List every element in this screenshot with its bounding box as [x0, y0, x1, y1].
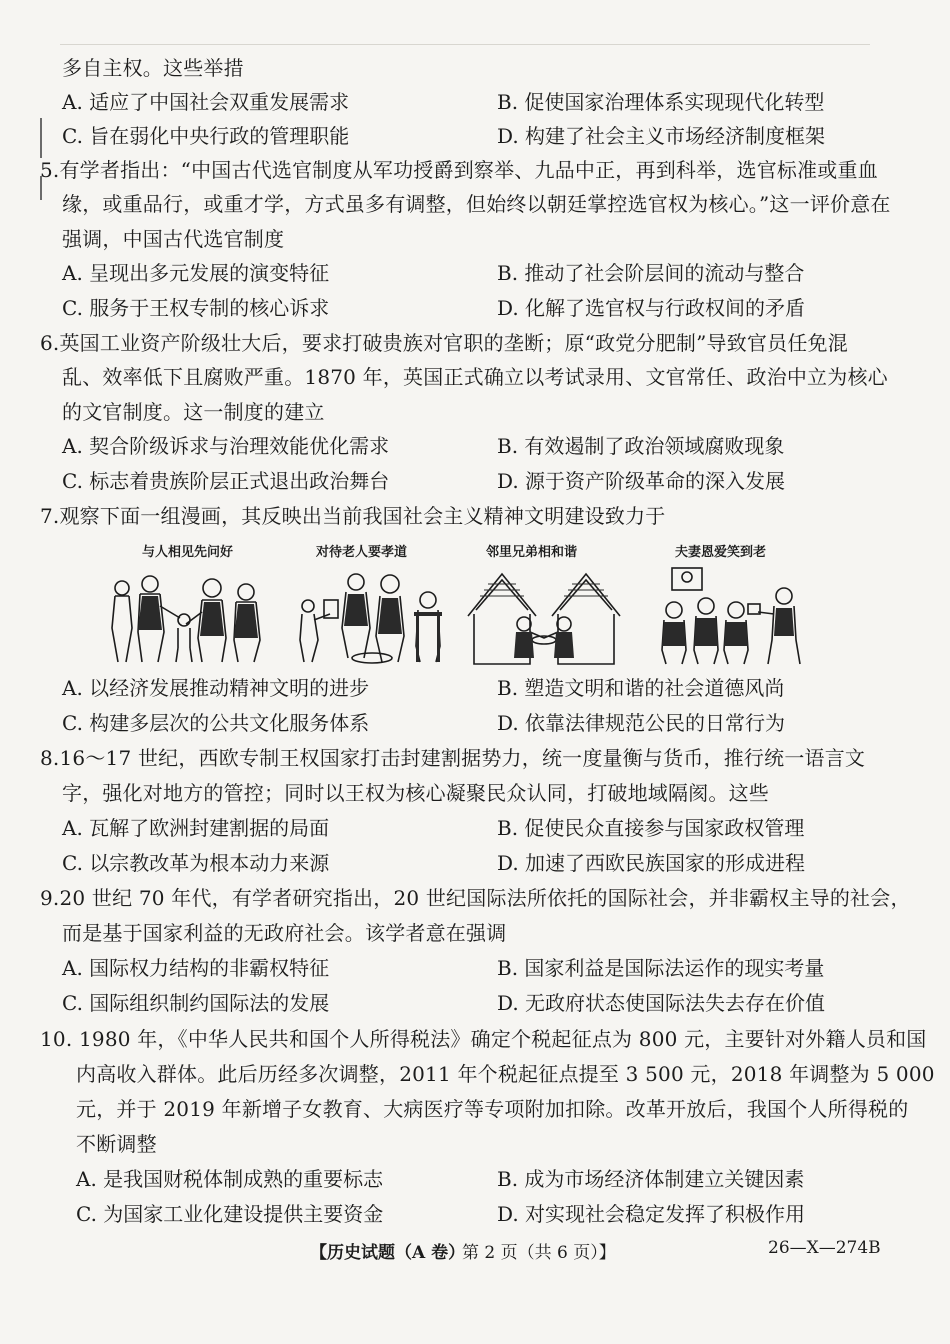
- q6-option-a[interactable]: A. 契合阶级诉求与治理效能优化需求: [62, 434, 390, 458]
- q5-stem-line-1: 5.有学者指出：“中国古代选官制度从军功授爵到察举、九品中正，再到科举，选官标准或重血: [40, 158, 878, 182]
- q10-option-d[interactable]: D. 对实现社会稳定发挥了积极作用: [497, 1202, 806, 1226]
- q9-stem-line-1: 9.20 世纪 70 年代，有学者研究指出，20 世纪国际法所依托的国际社会，并非霸权主导的社会，: [40, 886, 911, 910]
- q8-option-d[interactable]: D. 加速了西欧民族国家的形成进程: [497, 851, 806, 875]
- q5-option-c[interactable]: C. 服务于王权专制的核心诉求: [62, 296, 330, 320]
- q9-option-a[interactable]: A. 国际权力结构的非霸权特征: [62, 956, 330, 980]
- q10-stem-line-2: 内高收入群体。此后历经多次调整，2011 年个税起征点提至 3 500 元，2018 年调整为 5 000: [76, 1062, 935, 1086]
- cartoon-caption-1: 与人相见先问好: [142, 545, 234, 560]
- cartoon-caption-3: 邻里兄弟相和谐: [486, 545, 578, 560]
- q6-option-b[interactable]: B. 有效遏制了政治领域腐败现象: [497, 434, 785, 458]
- q10-stem-line-1: 10. 1980 年，《中华人民共和国个人所得税法》确定个税起征点为 800 元，主要针对外籍人员和国: [40, 1027, 927, 1051]
- top-divider: [60, 44, 870, 45]
- q6-stem-line-2: 乱、效率低下且腐败严重。1870 年，英国正式确立以考试录用、文官常任、政治中立为核心: [62, 365, 888, 389]
- q4-option-d[interactable]: D. 构建了社会主义市场经济制度框架: [497, 124, 826, 148]
- cartoon-neighbors: [466, 566, 622, 666]
- footer-title: [310, 1238, 465, 1263]
- footer-exam-code: 26—X—274B: [768, 1238, 881, 1258]
- q8-option-c[interactable]: C. 以宗教改革为根本动力来源: [62, 851, 330, 875]
- q10-option-c[interactable]: C. 为国家工业化建设提供主要资金: [76, 1202, 384, 1226]
- cartoon-greeting: [108, 566, 264, 666]
- q9-option-c[interactable]: C. 国际组织制约国际法的发展: [62, 991, 330, 1015]
- footer-page-number: 第 2 页（共 6 页）】: [462, 1243, 616, 1263]
- q4-option-a[interactable]: A. 适应了中国社会双重发展需求: [62, 90, 350, 114]
- q8-stem-line-1: 8.16～17 世纪，西欧专制王权国家打击封建割据势力，统一度量衡与货币，推行统一语言文: [40, 746, 866, 770]
- q6-stem-line-3: 的文官制度。这一制度的建立: [62, 400, 325, 424]
- cartoon-couple: [650, 566, 806, 666]
- q7-option-a[interactable]: A. 以经济发展推动精神文明的进步: [62, 676, 370, 700]
- q5-option-a[interactable]: A. 呈现出多元发展的演变特征: [62, 261, 330, 285]
- q7-option-d[interactable]: D. 依靠法律规范公民的日常行为: [497, 711, 786, 735]
- cartoon-filial-piety: [290, 566, 446, 666]
- scan-mark: [40, 118, 42, 158]
- q5-stem-line-2: 缘，或重品行，或重才学，方式虽多有调整，但始终以朝廷掌控选官权为核心。”这一评价意在: [62, 192, 891, 216]
- q6-option-c[interactable]: C. 标志着贵族阶层正式退出政治舞台: [62, 469, 390, 493]
- q5-option-d[interactable]: D. 化解了选官权与行政权间的矛盾: [497, 296, 806, 320]
- q4-stem-tail: 多自主权。这些举措: [62, 56, 244, 80]
- q7-option-c[interactable]: C. 构建多层次的公共文化服务体系: [62, 711, 370, 735]
- q9-option-d[interactable]: D. 无政府状态使国际法失去存在价值: [497, 991, 826, 1015]
- footer-exam-title: 【历史试题（A 卷）: [310, 1243, 466, 1263]
- q10-option-b[interactable]: B. 成为市场经济体制建立关键因素: [497, 1167, 805, 1191]
- q5-option-b[interactable]: B. 推动了社会阶层间的流动与整合: [497, 261, 805, 285]
- q10-stem-line-4: 不断调整: [76, 1132, 157, 1156]
- q9-option-b[interactable]: B. 国家利益是国际法运作的现实考量: [497, 956, 825, 980]
- q4-option-b[interactable]: B. 促使国家治理体系实现现代化转型: [497, 90, 825, 114]
- q10-option-a[interactable]: A. 是我国财税体制成熟的重要标志: [76, 1167, 384, 1191]
- q7-stem: 7.观察下面一组漫画，其反映出当前我国社会主义精神文明建设致力于: [40, 504, 666, 528]
- q9-stem-line-2: 而是基于国家利益的无政府社会。该学者意在强调: [62, 921, 507, 945]
- q8-option-a[interactable]: A. 瓦解了欧洲封建割据的局面: [62, 816, 330, 840]
- cartoon-caption-4: 夫妻恩爱笑到老: [675, 545, 767, 560]
- q5-stem-line-3: 强调，中国古代选官制度: [62, 227, 285, 251]
- q6-stem-line-1: 6.英国工业资产阶级壮大后，要求打破贵族对官职的垄断；原“政党分肥制”导致官员任免混: [40, 331, 848, 355]
- q8-stem-line-2: 字，强化对地方的管控；同时以王权为核心凝聚民众认同，打破地域隔阂。这些: [62, 781, 769, 805]
- q10-stem-line-3: 元，并于 2019 年新增子女教育、大病医疗等专项附加扣除。改革开放后，我国个人所得税的: [76, 1097, 909, 1121]
- q4-option-c[interactable]: C. 旨在弱化中央行政的管理职能: [62, 124, 350, 148]
- q7-option-b[interactable]: B. 塑造文明和谐的社会道德风尚: [497, 676, 785, 700]
- q8-option-b[interactable]: B. 促使民众直接参与国家政权管理: [497, 816, 805, 840]
- q6-option-d[interactable]: D. 源于资产阶级革命的深入发展: [497, 469, 786, 493]
- cartoon-caption-2: 对待老人要孝道: [316, 545, 408, 560]
